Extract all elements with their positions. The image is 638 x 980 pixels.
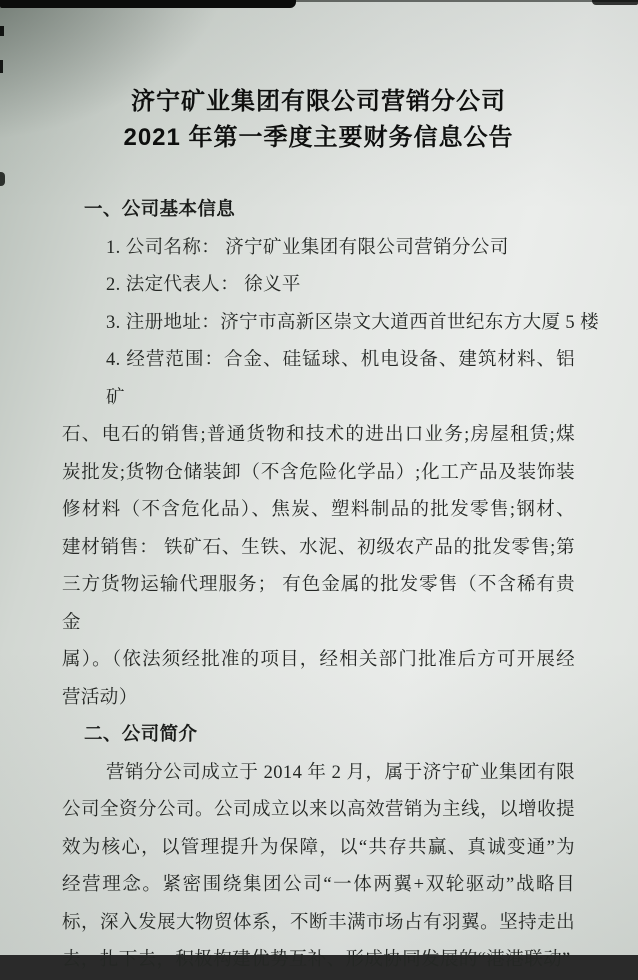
doc-line: 炭批发;货物仓储装卸（不含危险化学品）;化工产品及装饰装 <box>62 462 575 483</box>
doc-line-registered-address: 3. 注册地址：济宁市高新区崇文大道西首世纪东方大厦 5 楼 <box>106 312 600 333</box>
doc-line: 修材料（不含危化品）、焦炭、塑料制品的批发零售;钢材、 <box>62 500 575 520</box>
doc-line: 建材销售： 铁矿石、生铁、水泥、初级农产品的批发零售;第 <box>62 537 575 558</box>
document-title-line-1: 济宁矿业集团有限公司营销分公司 <box>131 88 506 115</box>
doc-line: 属）。（依法须经批准的项目，经相关部门批准后方可开展经 <box>62 650 575 670</box>
scan-edge-left-mark <box>0 60 3 73</box>
section-heading-basic-info: 一、公司基本信息 <box>84 200 236 220</box>
doc-line: 三方货物运输代理服务； 有色金属的批发零售（不含稀有贵金 <box>62 575 575 633</box>
doc-line: 标，深入发展大物贸体系，不断丰满市场占有羽翼。坚持走出 <box>62 912 575 933</box>
doc-line-company-name: 1. 公司名称： 济宁矿业集团有限公司营销分公司 <box>106 237 509 258</box>
doc-line-business-scope: 4. 经营范围：合金、硅锰球、机电设备、建筑材料、铝矿 <box>106 350 575 408</box>
doc-line: 去，扎下去，积极构建优势互补、形成协同发展的“港港联动” <box>62 950 571 970</box>
scan-edge-left-mark <box>0 26 4 36</box>
scan-edge-top-right-mark <box>592 0 638 5</box>
doc-line-legal-representative: 2. 法定代表人： 徐义平 <box>106 275 301 295</box>
doc-line: 经营理念。紧密围绕集团公司“一体两翼+双轮驱动”战略目 <box>62 875 575 895</box>
doc-line: 石、电石的销售;普通货物和技术的进出口业务;房屋租赁;煤 <box>62 425 575 445</box>
doc-line: 营活动） <box>62 687 138 708</box>
scan-edge-top-bar <box>0 0 296 8</box>
document-content <box>62 84 600 980</box>
doc-line: 公司全资分公司。公司成立以来以高效营销为主线，以增收提 <box>62 800 575 820</box>
title-body-spacer <box>62 156 575 192</box>
doc-line: 效为核心，以管理提升为保障，以“共存共赢、真诚变通”为 <box>62 837 575 858</box>
document-title-line-2: 2021 年第一季度主要财务信息公告 <box>123 124 514 151</box>
doc-line-profile: 营销分公司成立于 2014 年 2 月，属于济宁矿业集团有限 <box>106 762 575 783</box>
section-heading-company-profile: 二、公司简介 <box>84 725 198 745</box>
scan-edge-left-mark <box>0 172 5 186</box>
